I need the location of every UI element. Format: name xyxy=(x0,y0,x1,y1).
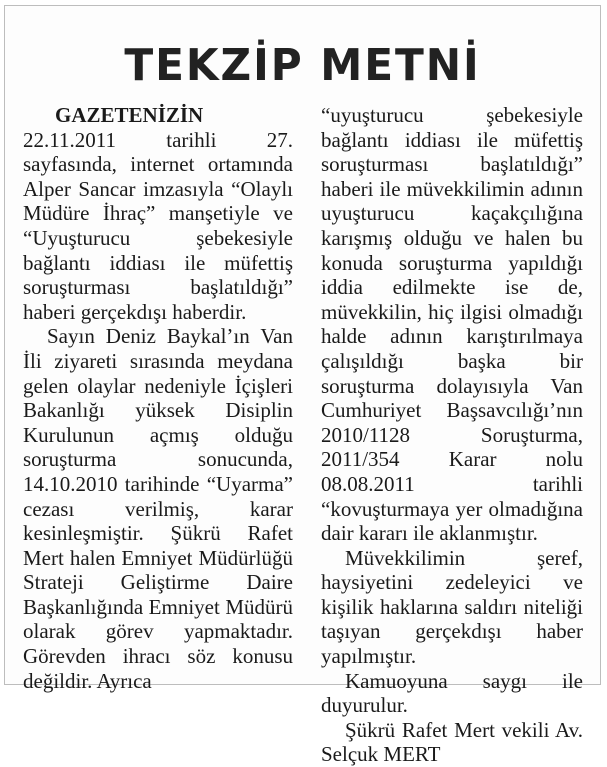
paragraph: Sayın Deniz Baykal’ın Van İli ziyareti sırasında meydana gelen olaylar nedeniyle İçişleri Bakanlığı yüksek Disiplin Kurulunun açmış olduğu soruşturma sonucunda, 14.10.2010 tarihinde “Uyarma” cezası verilmiş, karar kesinleşmiştir. Şükrü Rafet Mert halen Emniyet Müdürlüğü Strateji Geliştirme Daire Başkanlığında Emniyet Müdürü olarak görev yapmaktadır. Görevden ihracı söz konusu değildir. Ayrıca xyxy=(23,324,293,693)
paragraph: Müvekkilimin şeref, haysiyetini zedeleyici ve kişilik haklarına saldırı niteliği taşıyan gerçekdışı haber yapılmıştır. xyxy=(321,545,583,669)
paragraph: “uyuşturucu şebekesiyle bağlantı iddiası ile müfettiş soruşturması başlatıldığı” haberi ile müvekkilimin adının uyuşturucu kaçakçılığına karışmış olduğu ve halen bu konuda soruşturma yapıldığı iddia edilmekte ise de, müvekkilin, hiç ilgisi olmadığı halde adının karıştırılmaya çalışıldığı başka bir soruşturma dolayısıyla Van Cumhuriyet Başsavcılığı’nın 2010/1128 Soruşturma, 2011/354 Karar nolu 08.08.2011 tarihli “kovuşturmaya yer olmadığına dair kararı ile aklanmıştır. xyxy=(321,103,583,546)
headline: TEKZİP METNİ xyxy=(124,40,481,91)
signature: Şükrü Rafet Mert vekili Av. Selçuk MERT xyxy=(321,717,583,767)
paragraph xyxy=(23,103,293,324)
newspaper-clipping xyxy=(4,5,601,767)
paragraph-text: 22.11.2011 tarihli 27. sayfasında, internet ortamında Alper Sancar imzasıyla “Olaylı Müdüre İhraç” manşetiyle ve “Uyuşturucu şebekesiyle bağlantı iddiası ile müfettiş soruşturması başlatıldığı” haberi gerçekdışı haberdir. xyxy=(23,127,293,324)
lead-word: GAZETENİZİN xyxy=(55,103,204,127)
left-column xyxy=(23,103,293,693)
paragraph: Kamuoyuna saygı ile duyurulur. xyxy=(321,668,583,718)
right-column xyxy=(321,103,583,767)
